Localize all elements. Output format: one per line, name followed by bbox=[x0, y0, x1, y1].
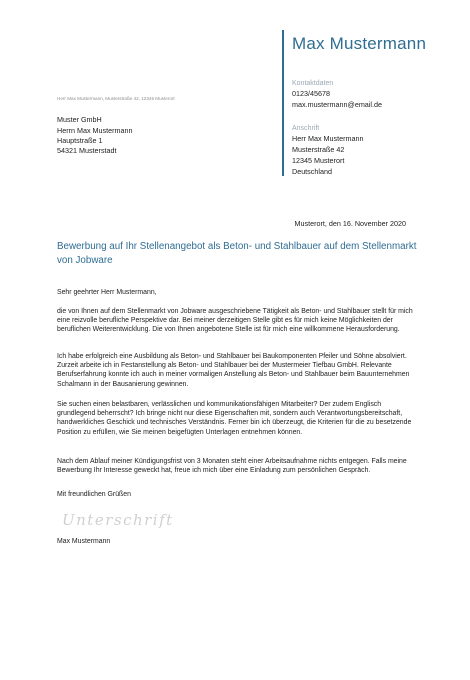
address-line: Musterstraße 42 bbox=[292, 145, 345, 154]
signed-name: Max Mustermann bbox=[57, 538, 111, 545]
recipient-line: Muster GmbH bbox=[57, 115, 102, 124]
salutation: Sehr geehrter Herr Mustermann, bbox=[57, 289, 157, 296]
paragraph: Nach dem Ablauf meiner Kündigungsfrist von 3 Monaten steht einer Arbeitsaufnahme nichts entgegen. Falls meine Bewerbung Ihr Interesse geweckt hat, freue ich mich über eine Einladung zum persönlichen Gespräch. bbox=[57, 458, 407, 475]
paragraph: Sie suchen einen belastbaren, verlässlichen und kommunikationsfähigen Mitarbeiter? Der zudem Englisch grundlegend beherrscht? Ich bringe nicht nur diese Eigenschaften mit, sondern auch Verantwortungsbereitschaft, handwerkliches Geschick und technisches Verständnis. Ferner bin ich überzeugt, die Kriterien für die zu besetzende Position zu erfüllen, wie Sie meinen beigefügten Unterlagen entnehmen können. bbox=[57, 401, 412, 436]
paragraph: Ich habe erfolgreich eine Ausbildung als Beton- und Stahlbauer bei Baukomponenten Pfeiler und Söhne absolviert. Zurzeit arbeite ich in Festanstellung als Beton- und Stahlbauer bei der Mustermeier Tiefbau GmbH. Relevante Berufserfahrung konnte ich auch in meiner vormaligen Anstellung als Beton- und Stahlbauer beim Bauunternehmen Schalmann in der Bausanierung gewinnen. bbox=[57, 353, 410, 388]
recipient-line: Herrn Max Mustermann bbox=[57, 126, 133, 135]
address-line: Deutschland bbox=[292, 167, 332, 176]
date-line: Musterort, den 16. November 2020 bbox=[294, 219, 406, 228]
sender-line: Herr Max Mustermann, Musterstraße 42, 12345 Musterort bbox=[57, 96, 175, 101]
applicant-name: Max Mustermann bbox=[292, 34, 427, 53]
address-label: Anschrift bbox=[292, 125, 320, 132]
paragraph: die von Ihnen auf dem Stellenmarkt von Jobware ausgeschriebene Tätigkeit als Beton- und Stahlbauer stellt für mich eine reizvolle berufliche Perspektive dar. Bei meiner derzeitigen Stelle gibt es für mich keine Möglichkeiten der beruflichen Weiterentwicklung. Die von Ihnen angebotene Stelle ist für mich eine willkommene Herausforderung. bbox=[57, 308, 413, 334]
closing: Mit freundlichen Grüßen bbox=[57, 491, 131, 498]
header-divider bbox=[282, 30, 284, 176]
contact-label: Kontaktdaten bbox=[292, 80, 334, 87]
subject-line: Bewerbung auf Ihr Stellenangebot als Beton- und Stahlbauer auf dem Stellenmarkt von Jobware bbox=[57, 241, 417, 266]
recipient-line: 54321 Musterstadt bbox=[57, 146, 117, 155]
signature: Unterschrift bbox=[62, 511, 174, 529]
address-line: Herr Max Mustermann bbox=[292, 134, 364, 143]
phone: 0123/45678 bbox=[292, 89, 330, 98]
address-line: 12345 Musterort bbox=[292, 156, 345, 165]
recipient-line: Hauptstraße 1 bbox=[57, 136, 103, 145]
email: max.mustermann@email.de bbox=[292, 100, 382, 109]
